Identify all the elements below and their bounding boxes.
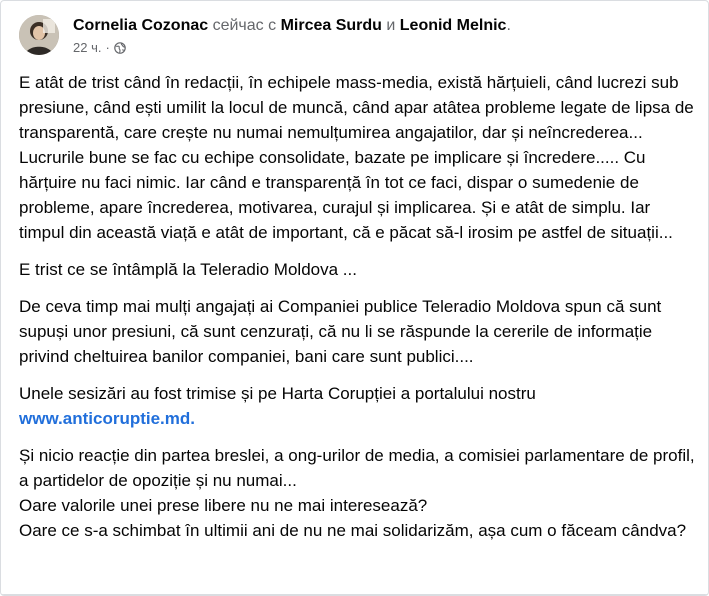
card-divider	[1, 594, 708, 595]
post-paragraph-5-line-1: Și nicio reacție din partea breslei, a ong-urilor de media, a comisiei parlamentare de profil, a partidelor de opoziție și nu numai...	[19, 446, 695, 490]
post-paragraph-1: E atât de trist când în redacții, în echipele mass-media, există hărțuieli, când lucrezi sub presiune, când ești umilit la locul de muncă, când apar atâtea probleme legate de lipsa de transparentă, care crește nu numai nemulțumirea angajatilor, dar și neîncrederea... Lucrurile bune se fac cu echipe consolidate, bazate pe implicare și încredere..... Cu hărțuire nu faci nimic. Iar când e transparență în tot ce faci, dispar o sumedenie de probleme, apare încrederea, motivarea, curajul și implicarea. Și e atât de simplu. Iar timpul din această viață e atât de important, că e păcat să-l irosim pe astfel de situații...	[19, 73, 694, 242]
post-timestamp[interactable]: 22 ч.	[73, 40, 102, 55]
post-paragraph-4-text: Unele sesizări au fost trimise și pe Harta Corupției a portalului nostru	[19, 384, 536, 403]
avatar-image	[19, 15, 59, 55]
activity-text: сейчас с	[212, 17, 277, 34]
post-paragraph-5	[19, 443, 695, 543]
post-body	[19, 70, 695, 555]
tagged-person-1[interactable]: Mircea Surdu	[280, 17, 382, 34]
post-header-line	[73, 16, 696, 36]
post-paragraph-5-line-3: Oare ce s-a schimbat în ultimii ani de nu ne mai solidarizăm, așa cum o făceam cândva?	[19, 521, 687, 540]
post-meta	[73, 40, 696, 56]
conjunction-text: и	[386, 17, 396, 34]
meta-separator: ·	[105, 40, 110, 55]
post-paragraph-2: E trist ce se întâmplă la Teleradio Moldova ...	[19, 260, 357, 279]
author-name[interactable]: Cornelia Cozonac	[73, 17, 209, 34]
post-paragraph-5-line-2: Oare valorile unei prese libere nu ne mai interesează?	[19, 496, 428, 515]
post-header	[19, 13, 696, 63]
tagged-person-2[interactable]: Leonid Melnic	[399, 17, 507, 34]
post-paragraph-4	[19, 381, 695, 431]
author-avatar[interactable]	[19, 15, 59, 55]
header-period: .	[506, 17, 511, 34]
post-header-text	[73, 16, 696, 56]
globe-icon[interactable]	[114, 42, 126, 54]
anticoruptie-link[interactable]: www.anticoruptie.md.	[19, 409, 195, 428]
post-paragraph-3: De ceva timp mai mulți angajați ai Companiei publice Teleradio Moldova spun că sunt supuși unor presiuni, că sunt cenzurați, că nu li se răspunde la cererile de informație privind cheltuirea banilor companiei, bani care sunt publici....	[19, 297, 662, 366]
